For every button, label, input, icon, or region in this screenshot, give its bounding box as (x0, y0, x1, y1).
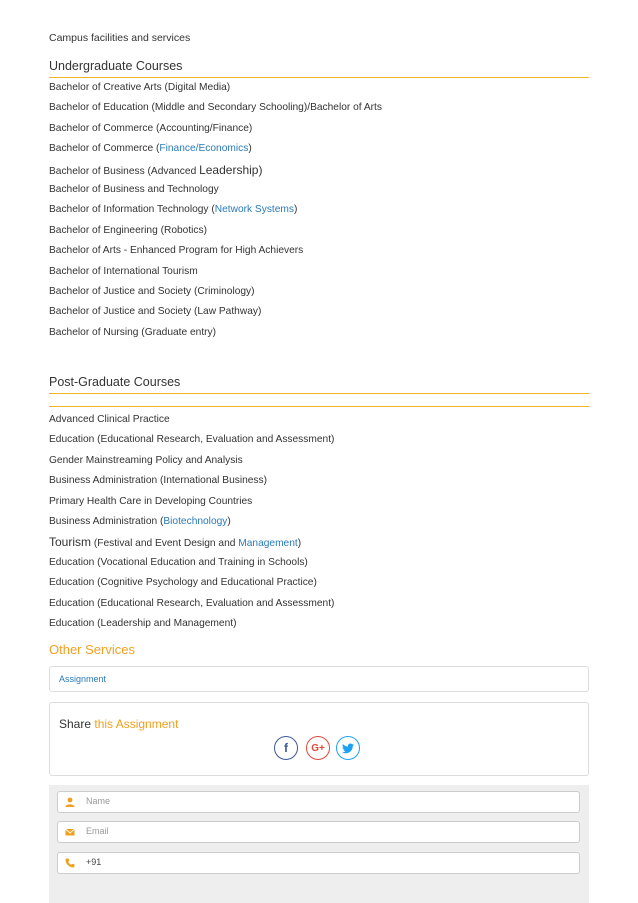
course-name: Bachelor of Commerce ( (49, 143, 160, 155)
assignment-link[interactable]: Assignment (59, 674, 107, 684)
course-name-large: Tourism (49, 535, 92, 550)
google-plus-share-button[interactable] (306, 736, 330, 760)
course-item (49, 282, 589, 302)
course-name: Business Administration (International Business) (49, 475, 268, 487)
section-divider (49, 406, 589, 407)
course-item (49, 302, 589, 322)
course-item (49, 594, 589, 614)
course-name: Bachelor of Arts - Enhanced Program for High Achievers (49, 245, 304, 257)
course-item (49, 614, 589, 634)
course-link[interactable]: Network Systems (214, 204, 294, 216)
course-name: Business Administration ( (49, 515, 164, 527)
course-item (49, 430, 589, 450)
phone-field (57, 852, 580, 874)
course-item (49, 471, 589, 491)
course-name: Bachelor of Justice and Society (Criminology) (49, 285, 255, 297)
course-name-large: Leadership) (199, 162, 263, 177)
course-item (49, 78, 589, 98)
course-name: Bachelor of Nursing (Graduate entry) (49, 326, 217, 338)
course-name: Gender Mainstreaming Policy and Analysis (49, 454, 243, 466)
course-name: Bachelor of Business (Advanced (49, 165, 200, 177)
course-name: Education (Leadership and Management) (49, 617, 237, 629)
contact-form (49, 785, 589, 903)
course-name: Bachelor of Education (Middle and Secondary Schooling)/Bachelor of Arts (49, 102, 382, 114)
course-name: Education (Cognitive Psychology and Educational Practice) (49, 577, 317, 589)
course-name: Bachelor of Commerce (Accounting/Finance) (49, 122, 253, 134)
name-input[interactable] (78, 793, 576, 809)
course-name-suffix: ) (248, 143, 252, 155)
share-title-prefix: Share (59, 717, 92, 731)
share-title-accent: this Assignment (91, 717, 179, 731)
other-services-heading: Other Services (49, 642, 135, 657)
course-name: Bachelor of Business and Technology (49, 183, 219, 195)
course-item (49, 241, 589, 261)
course-item (49, 98, 589, 118)
course-name: Bachelor of Information Technology ( (49, 204, 215, 216)
course-name: Bachelor of International Tourism (49, 265, 198, 277)
course-item (49, 553, 589, 573)
course-item (49, 262, 589, 282)
course-item (49, 573, 589, 593)
twitter-icon (342, 743, 354, 754)
share-title (59, 717, 178, 731)
course-name: Bachelor of Creative Arts (Digital Media) (49, 82, 231, 93)
course-item (49, 532, 589, 552)
facebook-icon: f (284, 741, 288, 755)
undergraduate-course-list (49, 78, 589, 343)
user-icon (65, 797, 75, 807)
google-plus-icon: G+ (311, 742, 325, 754)
course-name-suffix: ) (227, 515, 231, 527)
course-item (49, 410, 589, 430)
course-name: Education (Educational Research, Evaluation and Assessment) (49, 434, 335, 446)
course-name: Education (Educational Research, Evaluation and Assessment) (49, 597, 335, 609)
course-item (49, 160, 589, 180)
email-field (57, 821, 580, 843)
course-item (49, 492, 589, 512)
course-link[interactable]: Biotechnology (163, 515, 228, 527)
course-item (49, 323, 589, 343)
phone-input[interactable] (78, 854, 576, 870)
phone-icon (65, 858, 75, 868)
course-link[interactable]: Finance/Economics (159, 143, 249, 155)
course-name: (Festival and Event Design and (91, 538, 239, 550)
email-input[interactable] (78, 823, 576, 839)
course-item (49, 119, 589, 139)
course-item (49, 139, 589, 159)
assignment-service-box (49, 666, 589, 692)
course-link[interactable]: Management (238, 538, 298, 550)
share-box (49, 702, 589, 776)
facebook-share-button[interactable] (274, 736, 298, 760)
course-item (49, 512, 589, 532)
postgraduate-course-list (49, 410, 589, 634)
course-name: Education (Vocational Education and Training in Schools) (49, 556, 308, 568)
postgraduate-courses-heading: Post-Graduate Courses (49, 375, 589, 394)
twitter-share-button[interactable] (336, 736, 360, 760)
name-field (57, 791, 580, 813)
course-name-suffix: ) (297, 538, 302, 550)
course-name: Bachelor of Engineering (Robotics) (49, 224, 207, 236)
campus-facilities-text: Campus facilities and services (49, 32, 191, 44)
course-item (49, 200, 589, 220)
course-item (49, 451, 589, 471)
course-name: Advanced Clinical Practice (49, 414, 170, 425)
envelope-icon (65, 827, 75, 837)
course-name: Bachelor of Justice and Society (Law Pathway) (49, 306, 262, 318)
undergraduate-courses-heading: Undergraduate Courses (49, 59, 589, 78)
course-name-suffix: ) (294, 204, 298, 216)
course-name: Primary Health Care in Developing Countries (49, 495, 253, 507)
course-item (49, 221, 589, 241)
course-item (49, 180, 589, 200)
